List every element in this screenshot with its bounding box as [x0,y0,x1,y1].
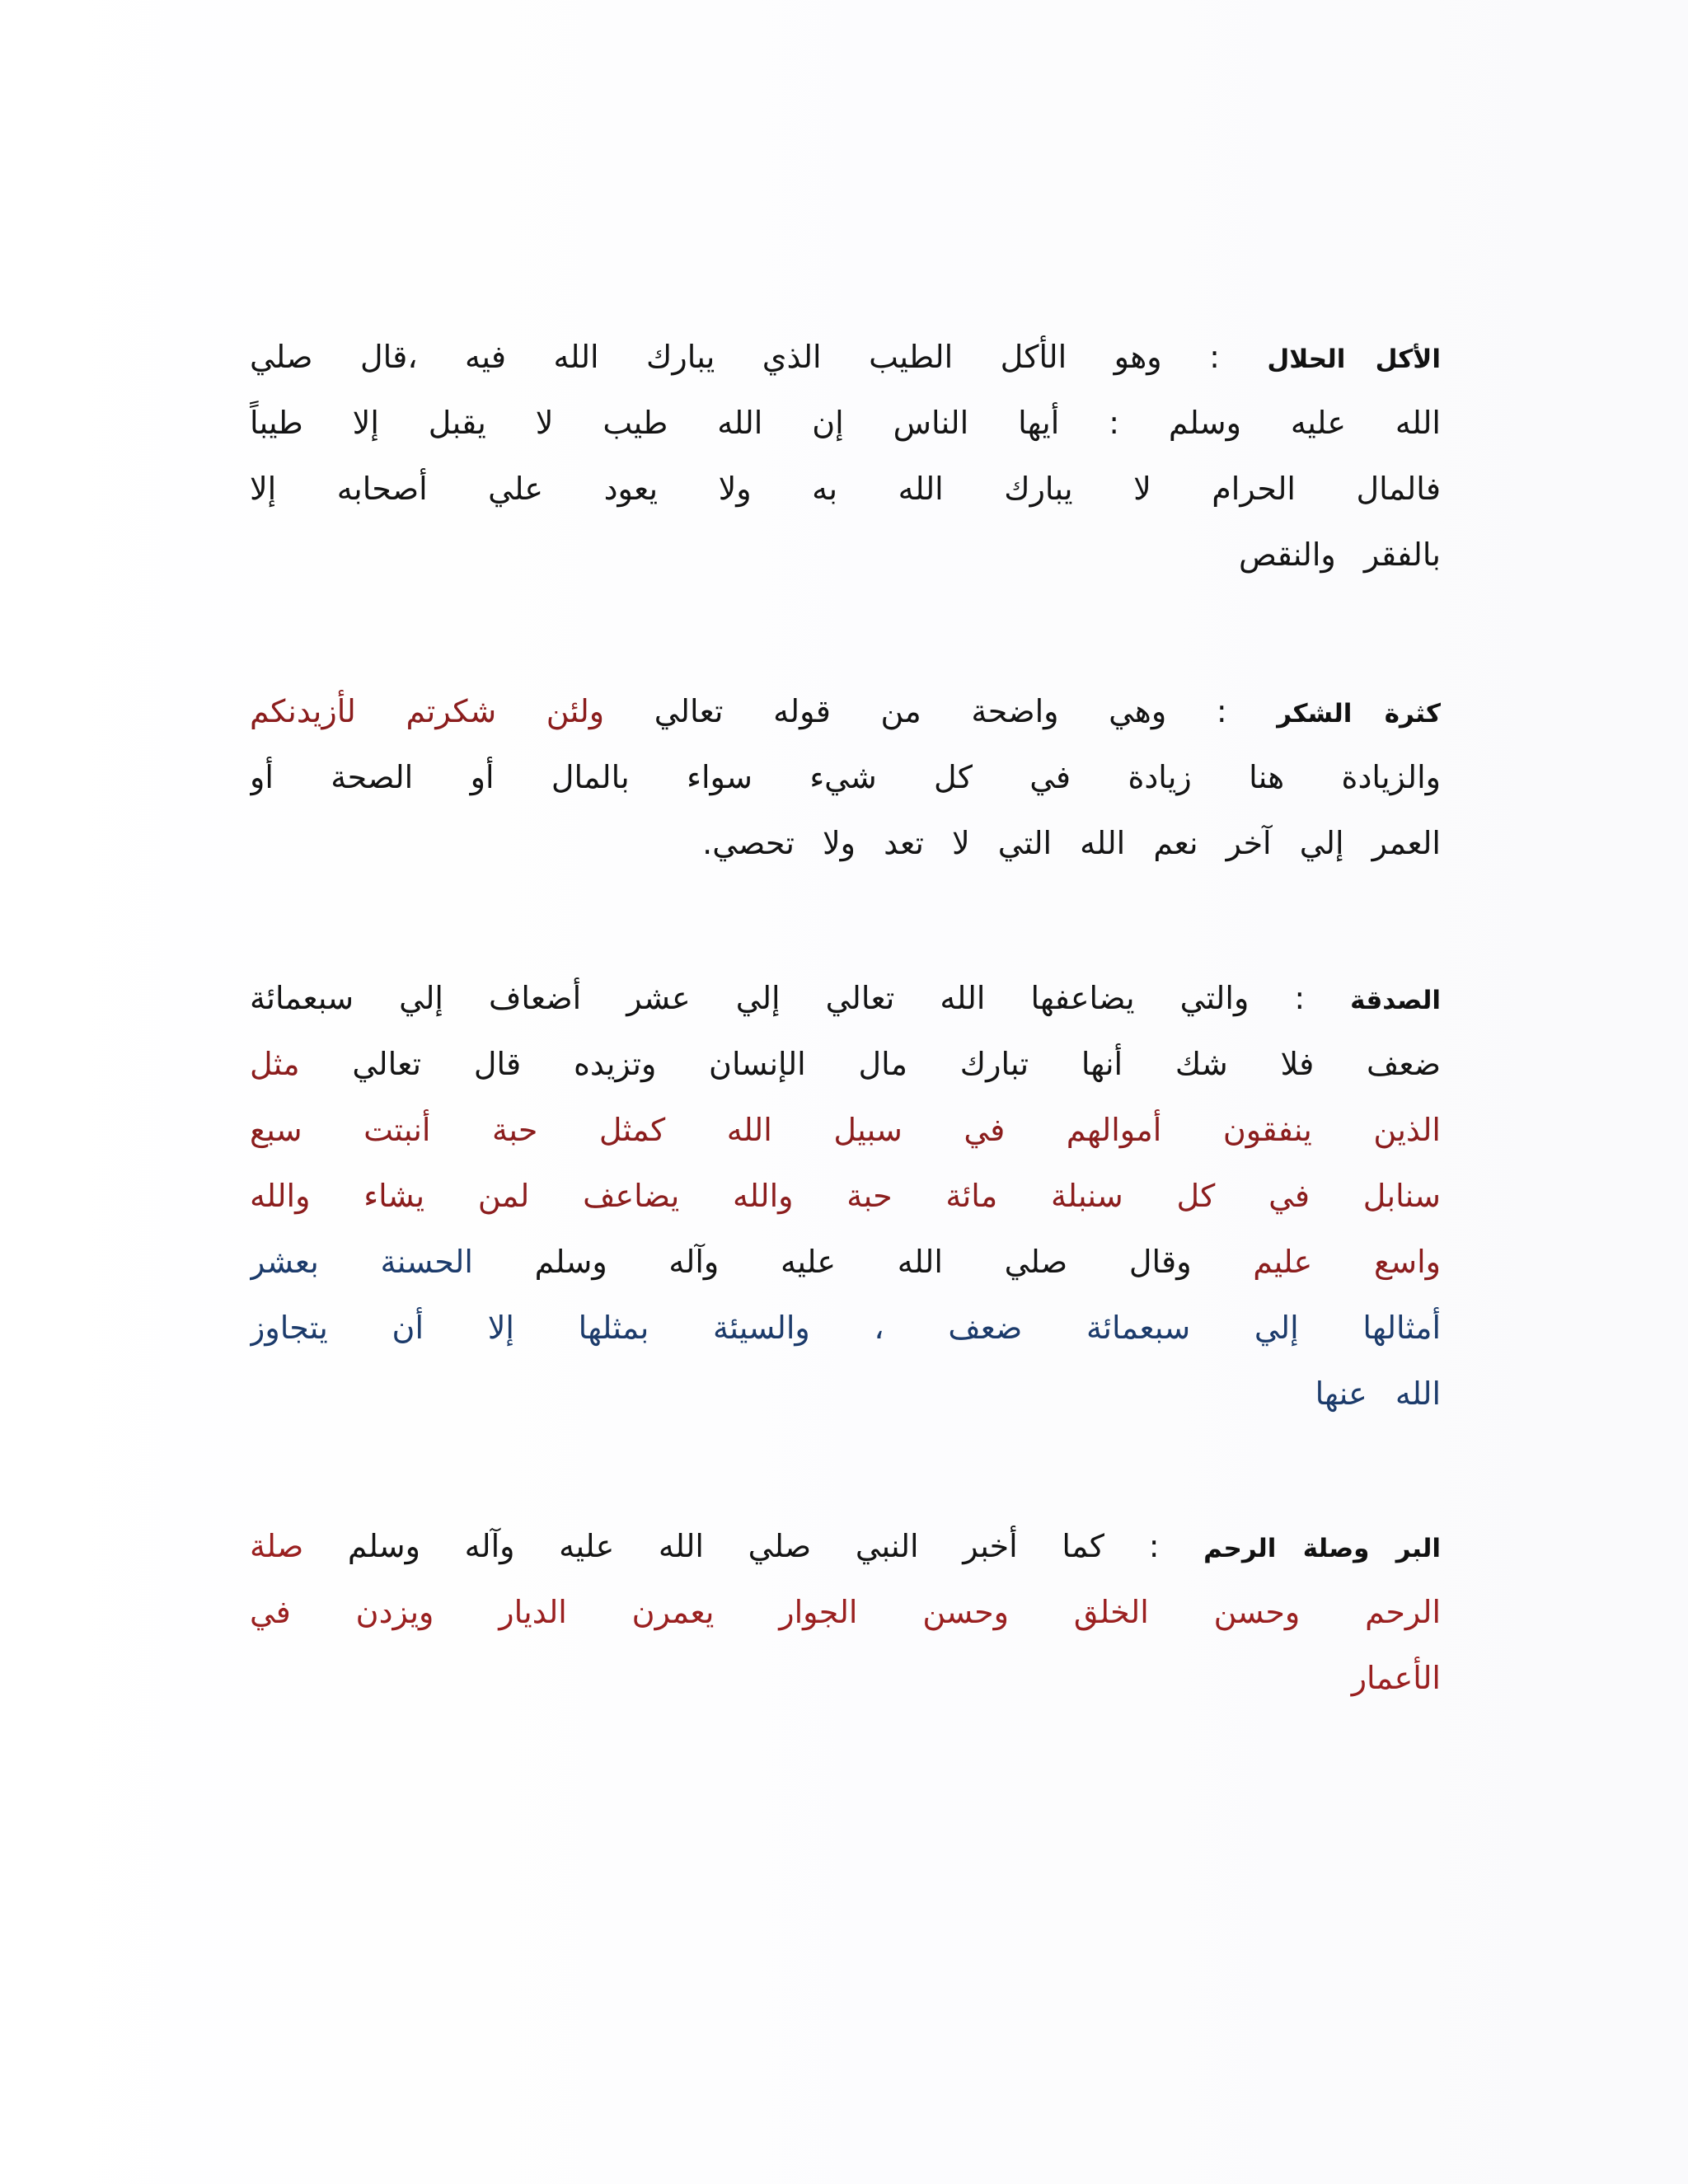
section-title: الأكل الحلال [1267,344,1441,374]
hadith-quote: الحسنة بعشر [250,1244,473,1280]
paragraph-line [250,324,1441,390]
section-text: : وهو الأكل الطيب الذي يبارك الله فيه ،قال صلي [250,339,1268,375]
section-text: ضعف فلا شك أنها تبارك مال الإنسان وتزيده قال تعالي [299,1046,1441,1082]
paragraph-line: بالفقر والنقص [1239,537,1441,573]
paragraph-line [250,1031,1441,1097]
section-gratitude [250,678,1441,876]
section-text: : وهي واضحة من قوله تعالي [604,693,1278,729]
paragraph-line [250,678,1441,744]
hadith-quote: صلة [250,1528,304,1564]
section-kinship [250,1513,1441,1711]
hadith-quote-line: الأعمار [1351,1660,1441,1696]
paragraph-line [250,1513,1441,1579]
hadith-quote-line: الرحم وحسن الخلق وحسن الجوار يعمرن الديار ويزدن في [250,1594,1441,1630]
paragraph-line [250,965,1441,1031]
hadith-quote-line: أمثالها إلي سبعمائة ضعف ، والسيئة بمثلها إلا أن يتجاوز [250,1310,1441,1346]
quran-quote: ولئن شكرتم لأزيدنكم [250,693,605,729]
quran-quote-line: الذين ينفقون أموالهم في سبيل الله كمثل حبة أنبتت سبع [250,1112,1441,1148]
paragraph-line: والزيادة هنا زيادة في كل شيء سواء بالمال أو الصحة أو [250,759,1441,795]
quran-quote: واسع عليم [1253,1244,1441,1280]
hadith-quote-line: الله عنها [1315,1376,1441,1412]
section-halal-food [250,324,1441,588]
section-title: كثرة الشكر [1277,699,1441,729]
section-title: الصدقة [1350,986,1441,1015]
paragraph-line: الله عليه وسلم : أيها الناس إن الله طيب لا يقبل إلا طيباً [250,405,1441,441]
quran-quote-line: سنابل في كل سنبلة مائة حبة والله يضاعف لمن يشاء والله [250,1178,1441,1214]
section-title: البر وصلة الرحم [1203,1534,1441,1563]
section-charity [250,965,1441,1427]
paragraph-line: فالمال الحرام لا يبارك الله به ولا يعود علي أصحابه إلا [250,471,1441,507]
quran-quote: مثل [250,1046,300,1082]
section-text: : كما أخبر النبي صلي الله عليه وآله وسلم [303,1528,1204,1564]
paragraph-line: العمر إلي آخر نعم الله التي لا تعد ولا تحصي. [702,825,1441,861]
section-text: : والتي يضاعفها الله تعالي إلي عشر أضعاف إلي سبعمائة [250,980,1351,1016]
paragraph-line [250,1229,1441,1295]
section-text: وقال صلي الله عليه وآله وسلم [472,1244,1254,1280]
